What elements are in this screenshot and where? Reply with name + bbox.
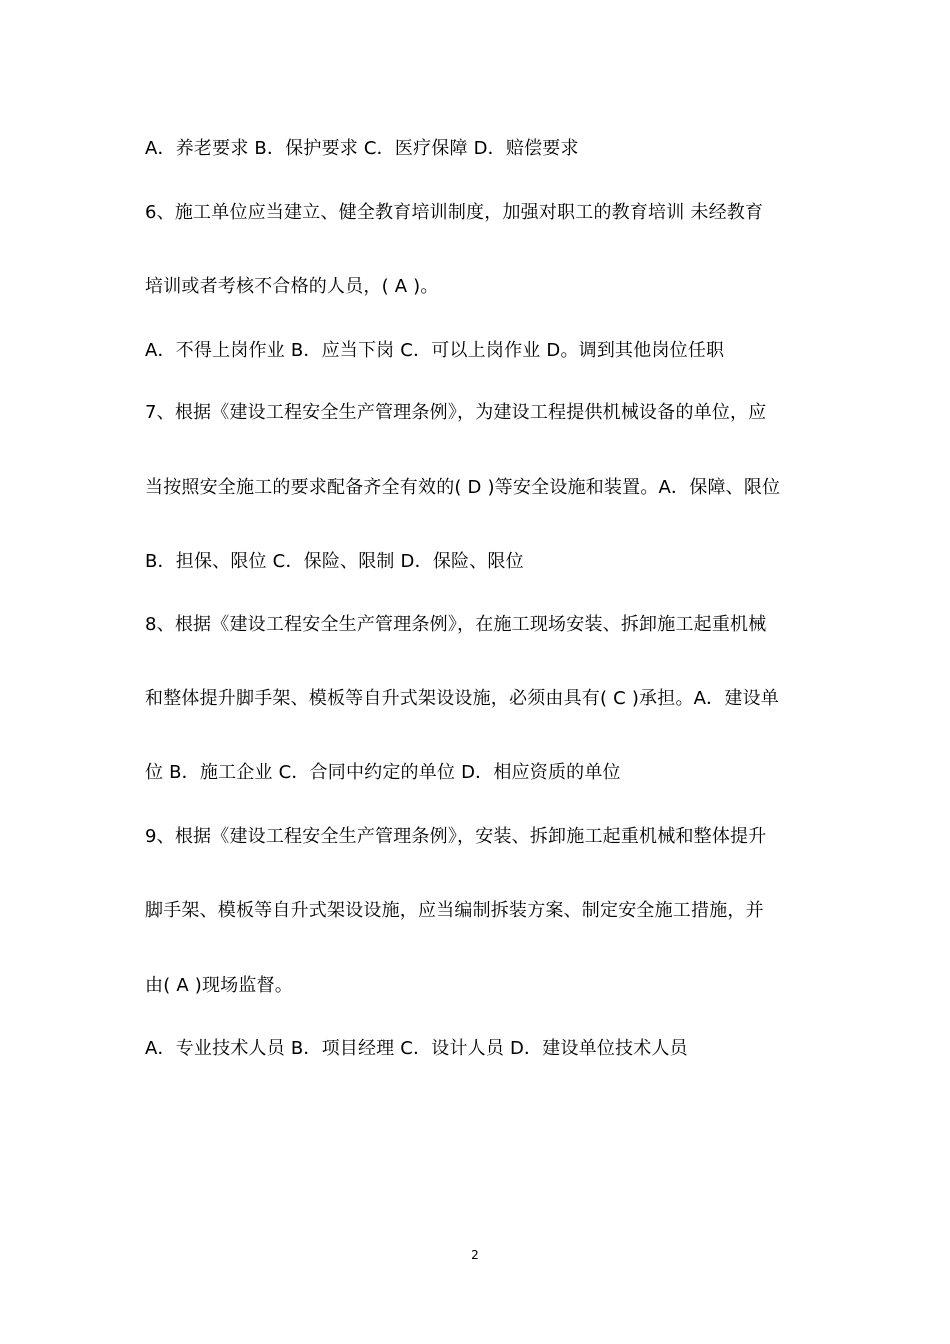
q8-options-line: 位 B．施工企业 C．合同中约定的单位 D．相应资质的单位 <box>145 762 621 783</box>
q7-text-line-2: 当按照安全施工的要求配备齐全有效的( D )等安全设施和装置。A．保障、限位 <box>145 477 781 498</box>
q7-options-line: B．担保、限位 C．保险、限制 D．保险、限位 <box>145 551 524 572</box>
q9-options-line: A．专业技术人员 B．项目经理 C．设计人员 D．建设单位技术人员 <box>145 1038 688 1059</box>
q6-text-line-2: 培训或者考核不合格的人员，( A )。 <box>145 276 439 297</box>
q9-text-line-1: 9、根据《建设工程安全生产管理条例》，安装、拆卸施工起重机械和整体提升 <box>145 826 767 847</box>
page-number: 2 <box>471 1248 479 1262</box>
q8-text-line-2: 和整体提升脚手架、模板等自升式架设设施，必须由具有( C )承担。A．建设单 <box>145 688 779 709</box>
q5-options-line: A．养老要求 B．保护要求 C．医疗保障 D．赔偿要求 <box>145 138 579 159</box>
q7-text-line-1: 7、根据《建设工程安全生产管理条例》，为建设工程提供机械设备的单位，应 <box>145 402 767 423</box>
q9-text-line-2: 脚手架、模板等自升式架设设施，应当编制拆装方案、制定安全施工措施，并 <box>145 900 764 921</box>
q8-text-line-1: 8、根据《建设工程安全生产管理条例》，在施工现场安装、拆卸施工起重机械 <box>145 614 767 635</box>
q6-options-line: A．不得上岗作业 B．应当下岗 C．可以上岗作业 D。调到其他岗位任职 <box>145 340 725 361</box>
q9-text-line-3: 由( A )现场监督。 <box>145 975 294 996</box>
q6-text-line-1: 6、施工单位应当建立、健全教育培训制度，加强对职工的教育培训 未经教育 <box>145 202 764 223</box>
